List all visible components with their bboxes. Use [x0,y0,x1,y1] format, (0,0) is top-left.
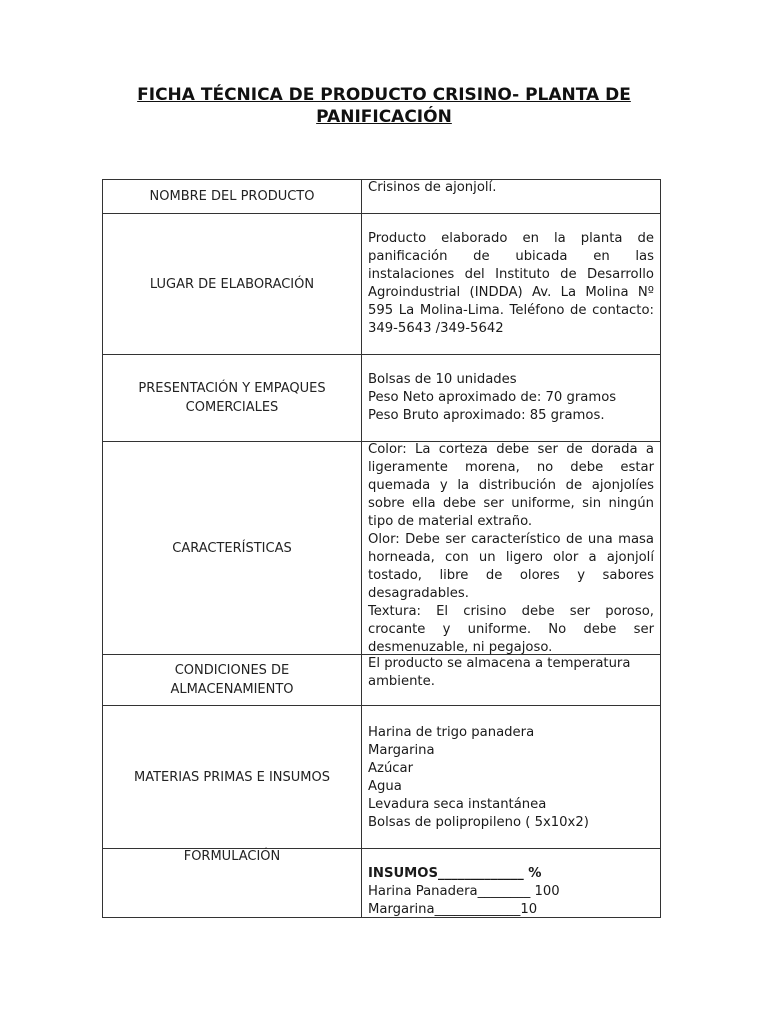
title-line-2: PANIFICACIÓN [316,107,452,127]
table-row [103,849,661,918]
materia-item: Harina de trigo panadera [368,725,535,740]
label-cell [103,214,362,355]
caracteristicas-color: Color: La corteza debe ser de dorada a ligeramente morena, no debe estar quemada y la distribución de ajonjolíes sobre ella debe ser uniforme, sin ningún tipo de material extraño. [368,442,654,529]
label-cell [103,180,362,214]
label-nombre: NOMBRE DEL PRODUCTO [149,189,315,204]
formulacion-line: Margarina_____________10 [368,902,538,917]
label-formulacion: FORMULACIÓN [183,849,281,864]
value-cell [362,442,661,655]
label-presentacion-2: COMERCIALES [185,400,279,415]
caracteristicas-textura: Textura: El crisino debe ser poroso, crocante y uniforme. No debe ser desmenuzable, ni pegajoso. [368,604,654,655]
table-row [103,355,661,442]
materia-item: Margarina [368,743,435,758]
value-nombre: Crisinos de ajonjolí. [368,180,497,195]
label-presentacion-1: PRESENTACIÓN Y EMPAQUES [138,381,326,396]
table-row [103,442,661,655]
presentacion-line: Peso Bruto aproximado: 85 gramos. [368,408,605,423]
table-row [103,706,661,849]
label-cell [103,355,362,442]
document-title [100,84,668,128]
label-almacenamiento-1: CONDICIONES DE [174,663,290,678]
table-row [103,180,661,214]
value-almacenamiento: El producto se almacena a temperatura ambiente. [368,656,631,689]
value-cell [362,355,661,442]
value-cell [362,214,661,355]
value-cell [362,655,661,706]
table-row [103,214,661,355]
product-spec-table [102,179,661,918]
value-cell [362,706,661,849]
value-lugar: Producto elaborado en la planta de panificación de ubicada en las instalaciones del Instituto de Desarrollo Agroindustrial (INDDA) Av. La Molina Nº 595 La Molina-Lima. Teléfono de contacto: 349-5643 /349-5642 [368,231,654,336]
label-caracteristicas: CARACTERÍSTICAS [172,540,292,556]
caracteristicas-olor: Olor: Debe ser característico de una masa horneada, con un ligero olor a ajonjolí tostado, libre de olores y sabores desagradables. [368,532,654,601]
title-line-1: FICHA TÉCNICA DE PRODUCTO CRISINO- PLANTA DE [137,85,631,105]
formulacion-header: INSUMOS_____________ % [368,866,542,881]
table-row [103,655,661,706]
value-cell [362,849,661,918]
presentacion-line: Bolsas de 10 unidades [368,372,517,387]
materia-item: Azúcar [368,761,414,776]
materia-item: Levadura seca instantánea [368,797,547,812]
label-cell [103,442,362,655]
label-lugar: LUGAR DE ELABORACIÓN [149,276,315,292]
label-materias: MATERIAS PRIMAS E INSUMOS [134,769,330,785]
materia-item: Bolsas de polipropileno ( 5x10x2) [368,815,589,830]
label-cell [103,655,362,706]
materia-item: Agua [368,779,402,794]
label-cell [103,706,362,849]
label-cell [103,849,362,918]
formulacion-line: Harina Panadera________ 100 [368,884,560,899]
value-cell [362,180,661,214]
presentacion-line: Peso Neto aproximado de: 70 gramos [368,390,617,405]
label-almacenamiento-2: ALMACENAMIENTO [170,682,294,697]
